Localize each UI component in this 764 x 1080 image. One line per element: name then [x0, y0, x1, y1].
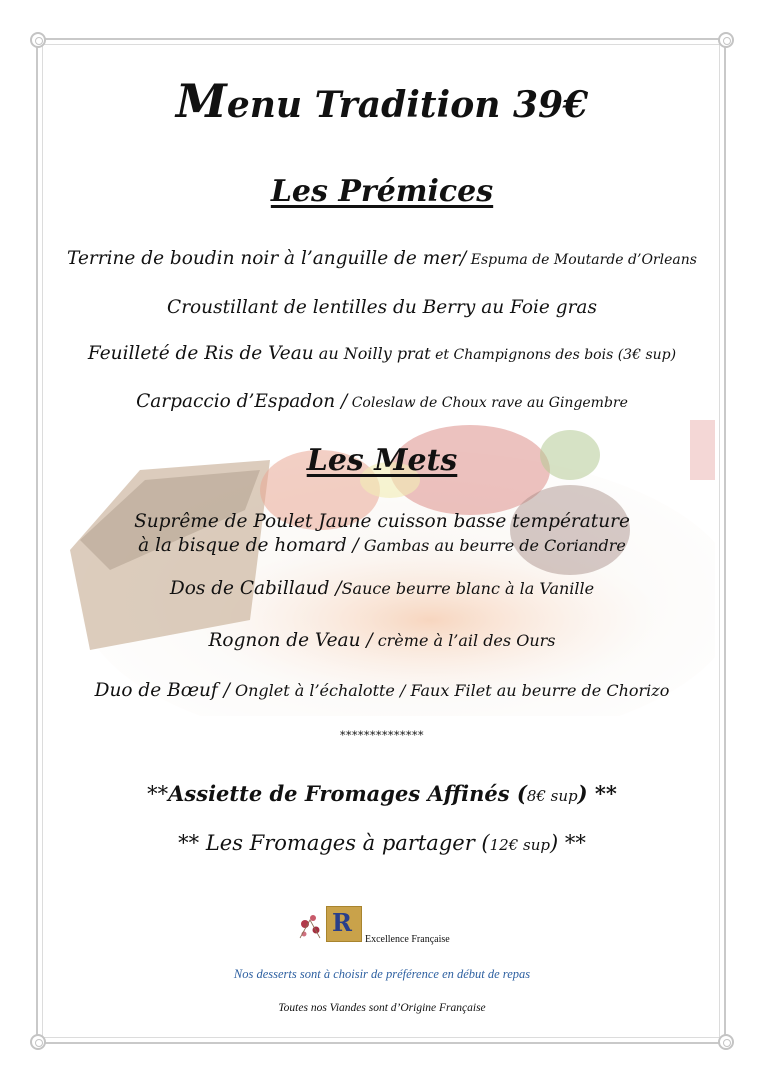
dish-item [0, 629, 764, 653]
dish-name: Carpaccio d’Espadon / [136, 391, 348, 412]
logo-label: Excellence Française [365, 934, 450, 945]
dish-name: Rognon de Veau / [208, 630, 373, 651]
dish-mid: au Noilly prat [313, 344, 431, 363]
fromage-partager [0, 831, 764, 855]
dish-name: Croustillant de lentilles du Berry au Foie gras [167, 297, 597, 318]
dish-item [0, 390, 764, 415]
dish-item [0, 577, 764, 601]
stars-prefix: ** [147, 782, 169, 806]
dish-name-cont: à la bisque de homard / [138, 535, 359, 556]
stars-suffix: ) ** [577, 781, 617, 806]
dish-side: Onglet à l’échalotte / Faux Filet au beurre de Chorizo [229, 681, 670, 700]
dish-side: et Champignons des bois (3€ sup) [430, 347, 677, 363]
dish-side: Gambas au beurre de Coriandre [358, 536, 626, 555]
dish-side: Espuma de Moutarde d’Orleans [466, 252, 697, 268]
dish-item [0, 679, 764, 703]
dish-item [0, 296, 764, 320]
section-heading-mets: Les Mets [306, 443, 458, 478]
dish-item [0, 342, 764, 367]
section-heading-premices: Les Prémices [270, 174, 494, 209]
dish-item [0, 510, 764, 558]
corner-ornament [30, 1034, 46, 1050]
desserts-note: Nos desserts sont à choisir de préférence en début de repas [233, 967, 531, 981]
fromage-price: 8€ sup [526, 787, 578, 805]
dish-name: Duo de Bœuf / [94, 680, 230, 701]
dish-name: Feuilleté de Ris de Veau [87, 343, 314, 364]
title-initial: M [175, 74, 227, 128]
dish-item [0, 247, 764, 272]
flower-icon [296, 908, 324, 942]
fromage-assiette [0, 781, 764, 806]
dish-name: Terrine de boudin noir à l’anguille de mer/ [67, 248, 467, 269]
title-rest: enu Tradition 39€ [226, 84, 589, 126]
viandes-note: Toutes nos Viandes sont d’Origine Française [278, 1002, 486, 1014]
dish-side: Sauce beurre blanc à la Vanille [341, 579, 595, 598]
stars-suffix: ) ** [549, 831, 586, 855]
corner-ornament [718, 32, 734, 48]
fromage-name: Assiette de Fromages Affinés ( [168, 781, 527, 806]
excellence-francaise-logo [296, 906, 450, 945]
menu-title [0, 74, 764, 128]
fromage-name: ** Les Fromages à partager ( [178, 831, 490, 855]
dish-name: Dos de Cabillaud / [169, 578, 342, 599]
corner-ornament [718, 1034, 734, 1050]
corner-ornament [30, 32, 46, 48]
dish-side: Coleslaw de Choux rave au Gingembre [347, 395, 628, 411]
dish-name: Suprême de Poulet Jaune cuisson basse température [134, 511, 630, 532]
dish-side: crème à l’ail des Ours [372, 631, 556, 650]
fromage-price: 12€ sup [489, 836, 550, 854]
separator: ************** [340, 729, 424, 742]
logo-badge [326, 906, 362, 942]
logo-letter: R [332, 908, 352, 937]
